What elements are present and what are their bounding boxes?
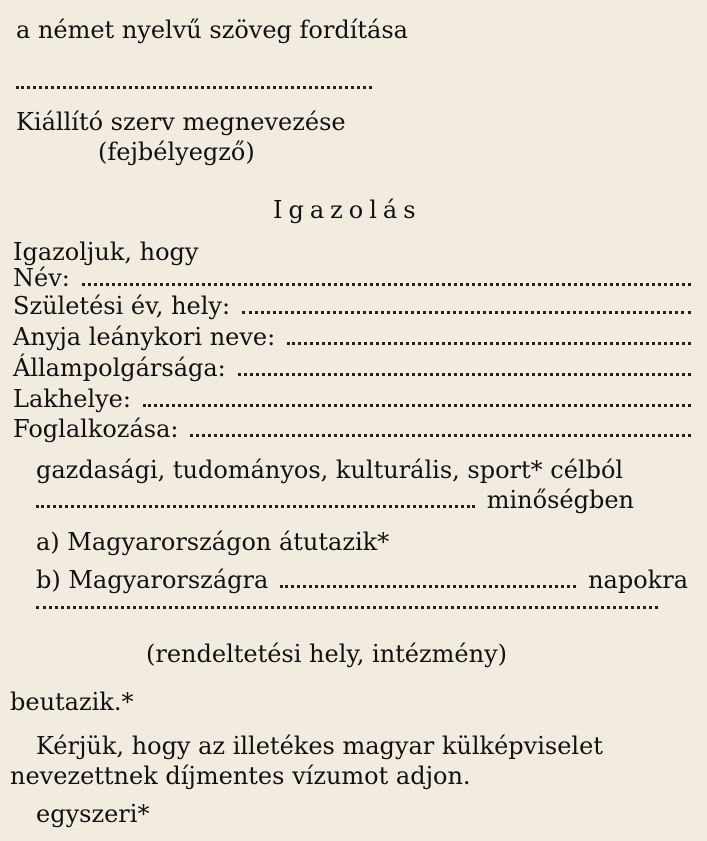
option-b-start: b) Magyarországra [36,566,269,594]
field-mother-name [13,325,691,349]
blank-line [280,585,576,588]
translation-title: a német nyelvű szöveg fordítása [16,16,408,44]
field-citizenship [13,356,691,380]
field-label: Anyja leánykori neve: [13,323,276,351]
document-heading: Igazolás [273,196,422,224]
blank-line [82,283,691,286]
destination-blank-line [36,606,658,613]
blank-line [143,404,691,407]
field-label: Állampolgársága: [13,354,226,382]
field-name [13,266,691,290]
field-label: Név: [13,264,70,292]
blank-line [238,373,691,376]
issuer-blank-line [16,86,372,93]
capacity-row [36,488,634,512]
field-label: Születési év, hely: [13,292,231,320]
blank-line [287,342,691,345]
field-label: Foglalkozása: [13,415,179,443]
option-b-end: napokra [588,566,688,594]
blank-line [190,434,691,437]
request-line-1: Kérjük, hogy az illetékes magyar külképviselet [36,732,603,760]
purpose-line: gazdasági, tudományos, kulturális, sport* célból [36,456,624,484]
field-label: Lakhelye: [13,385,131,413]
option-a: a) Magyarországon átutazik* [36,528,390,556]
blank-line [242,311,691,314]
issuer-label: Kiállító szerv megnevezése [16,108,346,136]
field-residence [13,387,691,411]
single-entry-option: egyszeri* [36,800,150,828]
option-b-row [36,568,688,592]
intro-text: Igazoljuk, hogy [13,238,199,266]
entry-text: beutazik.* [10,688,134,716]
stamp-label: (fejbélyegző) [98,138,255,166]
request-line-2: nevezettnek díjmentes vízumot adjon. [10,762,471,790]
blank-line [36,505,475,508]
capacity-label: minőségben [486,486,634,514]
field-birth [13,294,691,318]
destination-label: (rendeltetési hely, intézmény) [146,640,507,668]
field-occupation [13,417,691,441]
